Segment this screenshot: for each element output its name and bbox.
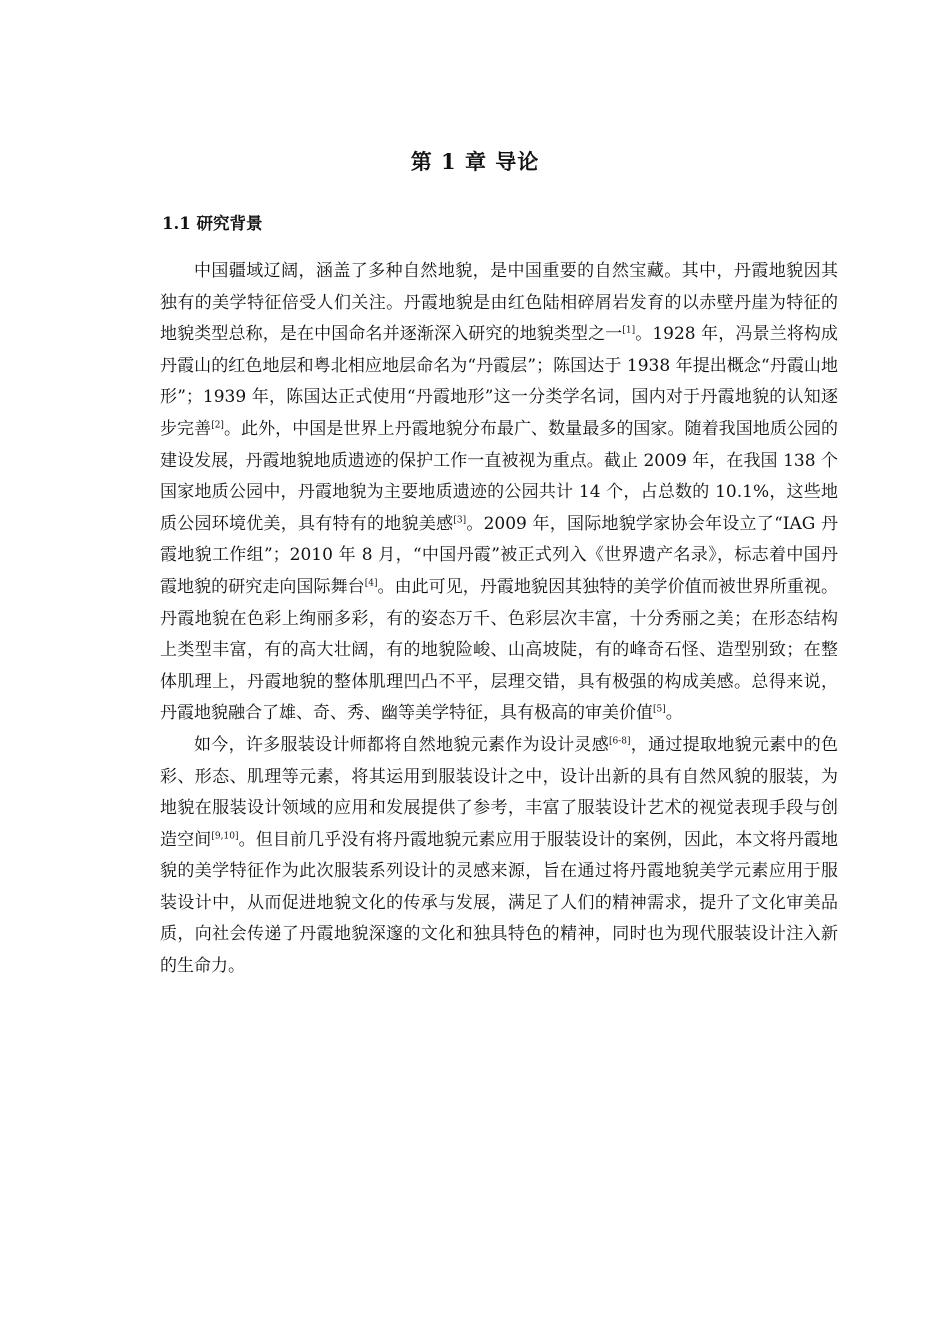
text-run: 。由此可见，丹霞地貌因其独特的美学价值而被世界所重视。丹霞地貌在色彩上绚丽多彩，有的姿态万千、色彩层次丰富，十分秀丽之美；在形态结构上类型丰富，有的高大壮阔，有的地貌险峻、山高坡陡，有的峰奇石怪、造型别致；在整体肌理上，丹霞地貌的整体肌理凹凸不平，层理交错，具有极强的构成美感。总得来说，丹霞地貌融合了雄、奇、秀、幽等美学特征，具有极高的审美价值 xyxy=(160,576,839,724)
section-heading: 1.1 研究背景 xyxy=(162,214,263,233)
citation-marker: [1] xyxy=(622,325,636,336)
citation-marker: [4] xyxy=(364,578,378,589)
body-text xyxy=(160,256,838,983)
text-run: 。但目前几乎没有将丹霞地貌元素应用于服装设计的案例，因此，本文将丹霞地貌的美学特征作为此次服装系列设计的灵感来源，旨在通过将丹霞地貌美学元素应用于服装设计中，从而促进地貌文化的传承与发展，满足了人们的精神需求，提升了文化审美品质，向社会传递了丹霞地貌深邃的文化和独具特色的精神，同时也为现代服装设计注入新的生命力。 xyxy=(160,829,838,977)
text-run: 如今，许多服装设计师都将自然地貌元素作为设计灵感 xyxy=(194,734,609,755)
citation-marker: [2] xyxy=(211,420,224,431)
text-run: 。1928 年，冯景兰将构成丹霞山的红色地层和粤北相应地层命名为“丹霞层”；陈国达于 1938 年提出概念“丹霞山地形”；1939 年，陈国达正式使用“丹霞地形”这一分类学名词，国内对于丹霞地貌的认知逐步完善 xyxy=(160,324,838,439)
text-run: 中国疆域辽阔，涵盖了多种自然地貌，是中国重要的自然宝藏。其中，丹霞地貌因其独有的美学特征倍受人们关注。丹霞地貌是由红色陆相碎屑岩发育的以赤壁丹崖为特征的地貌类型总称，是在中国命名并逐渐深入研究的地貌类型之一 xyxy=(160,261,838,345)
citation-marker: [5] xyxy=(653,704,666,715)
text-run: 。 xyxy=(665,703,683,724)
citation-marker: [3] xyxy=(453,515,467,526)
citation-marker: [9,10] xyxy=(211,831,239,842)
chapter-title: 第 1 章 导论 xyxy=(410,149,540,174)
text-run: 。2009 年，国际地貌学家协会年设立了“IAG 丹霞地貌工作组”；2010 年 8 月，“中国丹霞”被正式列入《世界遗产名录》，标志着中国丹霞地貌的研究走向国际舞台 xyxy=(160,513,838,597)
body-paragraph xyxy=(160,256,838,730)
text-run: ，通过提取地貌元素中的色彩、形态、肌理等元素，将其运用到服装设计之中，设计出新的具有自然风貌的服装，为地貌在服装设计领域的应用和发展提供了参考，丰富了服装设计艺术的视觉表现手段与创造空间 xyxy=(160,734,839,850)
text-run: 。此外，中国是世界上丹霞地貌分布最广、数量最多的国家。随着我国地质公园的建设发展，丹霞地貌地质遗迹的保护工作一直被视为重点。截止 2009 年，在我国 138 个国家地质公园中，丹霞地貌为主要地质遗迹的公园共计 14 个，占总数的 10.1%，这些地质公园环境优美，具有特有的地貌美感 xyxy=(160,418,839,534)
citation-marker: [6-8] xyxy=(609,736,631,747)
body-paragraph xyxy=(160,730,838,983)
